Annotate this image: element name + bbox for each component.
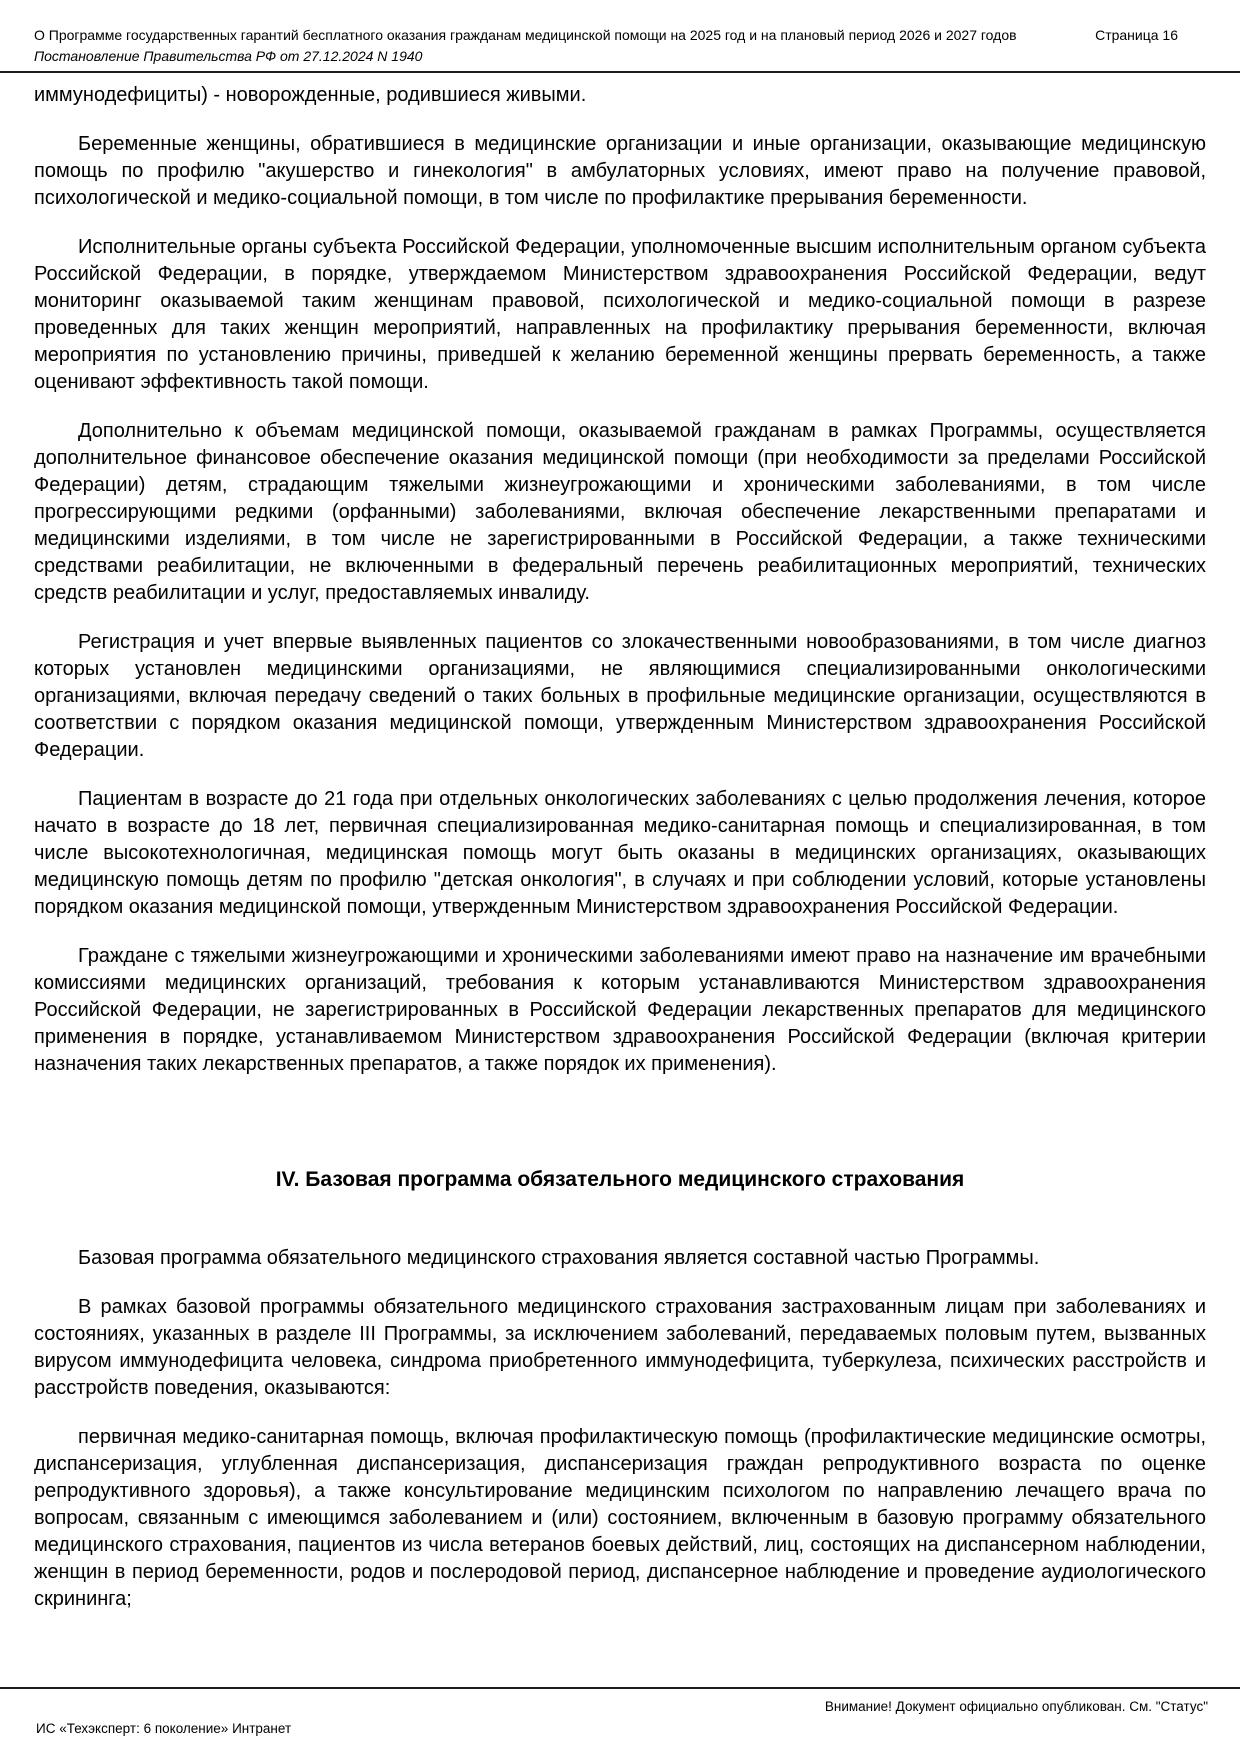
paragraph: Базовая программа обязательного медицинского страхования является составной частью Программы. [78,1247,1040,1269]
document-title: О Программе государственных гарантий бесплатного оказания гражданам медицинской помощи на 2025 год и на плановый период 2026 и 2027 годов [34,27,1017,43]
document-subtitle: Постановление Правительства РФ от 27.12.2024 N 1940 [34,48,423,64]
paragraph: Исполнительные органы субъекта Российской Федерации, уполномоченные высшим исполнительным органом субъекта Российской Федерации, в порядке, утверждаемом Министерством здравоохранения Российской Федерации, ведут мониторинг оказываемой таким женщинам правовой, психологической и медико-социальной помощи в разрезе проведенных для таких женщин мероприятий, направленных на профилактику прерывания беременности, включая мероприятия по установлению причины, приведшей к желанию беременной женщины прервать беременность, а также оценивают эффективность такой помощи. [34,236,1206,393]
page-number: Страница 16 [1095,27,1178,43]
paragraph: В рамках базовой программы обязательного медицинского страхования застрахованным лицам при заболеваниях и состояниях, указанных в разделе III Программы, за исключением заболеваний, передаваемых половым путем, вызванных вирусом иммунодефицита человека, синдрома приобретенного иммунодефицита, туберкулеза, психических расстройств и расстройств поведения, оказываются: [34,1296,1206,1399]
paragraph: первичная медико-санитарная помощь, включая профилактическую помощь (профилактические медицинские осмотры, диспансеризация, углубленная диспансеризация, диспансеризация граждан репродуктивного возраста по оценке репродуктивного здоровья), а также консультирование медицинским психологом по направлению лечащего врача по вопросам, связанным с имеющимся заболеванием и (или) состоянием, включенным в базовую программу обязательного медицинского страхования, пациентов из числа ветеранов боевых действий, лиц, состоящих на диспансерном наблюдении, женщин в период беременности, родов и послеродовой период, диспансерное наблюдение и проведение аудиологического скрининга; [34,1426,1206,1610]
paragraph: Граждане с тяжелыми жизнеугрожающими и хроническими заболеваниями имеют право на назначение им врачебными комиссиями медицинских организаций, требования к которым устанавливаются Министерством здравоохранения Российской Федерации, не зарегистрированных в Российской Федерации лекарственных препаратов для медицинского применения в порядке, устанавливаемом Министерством здравоохранения Российской Федерации (включая критерии назначения таких лекарственных препаратов, а также порядок их применения). [34,945,1206,1075]
paragraph: Беременные женщины, обратившиеся в медицинские организации и иные организации, оказывающие медицинскую помощь по профилю "акушерство и гинекология" в амбулаторных условиях, имеют право на получение правовой, психологической и медико-социальной помощи, в том числе по профилактике прерывания беременности. [34,133,1206,209]
section-heading: IV. Базовая программа обязательного медицинского страхования [275,1168,965,1191]
document-footer [0,1687,1240,1737]
paragraph: Регистрация и учет впервые выявленных пациентов со злокачественными новообразованиями, в том числе диагноз которых установлен медицинскими организациями, не являющимися специализированными онкологическими организациями, включая передачу сведений о таких больных в профильные медицинские организации, осуществляются в соответствии с порядком оказания медицинской помощи, утвержденным Министерством здравоохранения Российской Федерации. [34,631,1206,761]
header-text-block [34,25,1095,67]
paragraph: Дополнительно к объемам медицинской помощи, оказываемой гражданам в рамках Программы, осуществляется дополнительное финансовое обеспечение оказания медицинской помощи (при необходимости за пределами Российской Федерации) детям, страдающим тяжелыми жизнеугрожающими и хроническими заболеваниями, в том числе прогрессирующими редкими (орфанными) заболеваниями, включая обеспечение лекарственными препаратами и медицинскими изделиями, в том числе не зарегистрированными в Российской Федерации, а также техническими средствами реабилитации, не включенными в федеральный перечень реабилитационных мероприятий, технических средств реабилитации и услуг, предоставляемых инвалиду. [34,420,1206,604]
source-system-label: ИС «Техэксперт: 6 поколение» Интранет [36,1721,292,1736]
document-content [0,73,1240,1613]
paragraph: Пациентам в возрасте до 21 года при отдельных онкологических заболеваниях с целью продолжения лечения, которое начато в возрасте до 18 лет, первичная специализированная медико-санитарная помощь и специализированная, в том числе высокотехнологичная, медицинская помощь могут быть оказаны в медицинских организациях, оказывающих медицинскую помощь детям по профилю "детская онкология", в случаях и при соблюдении условий, которые установлены порядком оказания медицинской помощи, утвержденным Министерством здравоохранения Российской Федерации. [34,788,1206,918]
paragraph-continuation: иммунодефициты) - новорожденные, родившиеся живыми. [34,84,587,106]
document-header [0,0,1240,67]
footer-divider [0,1687,1240,1689]
publication-notice: Внимание! Документ официально опубликован. См. "Статус" [824,1699,1208,1714]
